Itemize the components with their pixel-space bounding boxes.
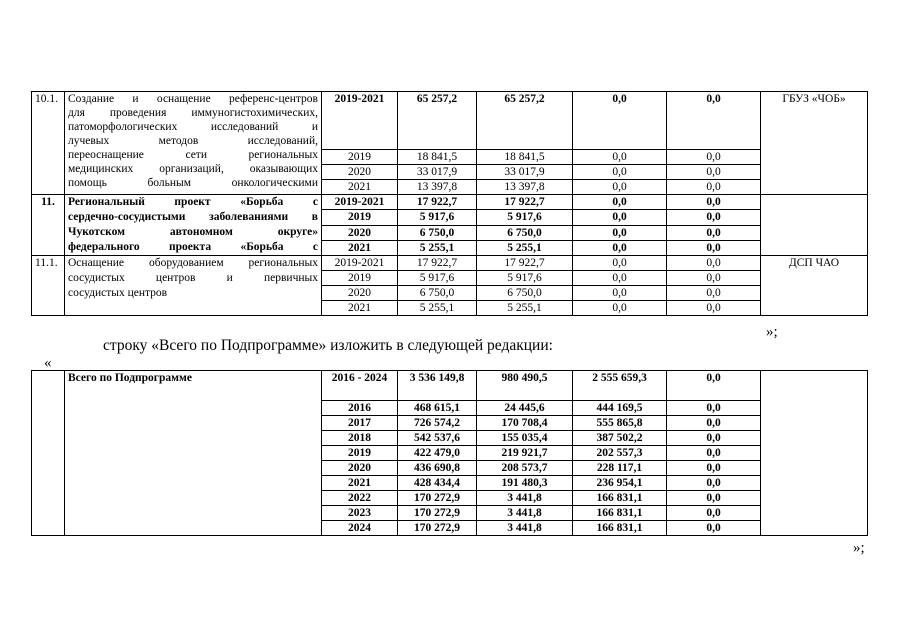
desc-line: сосудистых центров xyxy=(68,287,168,299)
desc-line: патоморфологических исследований и xyxy=(68,121,318,133)
period-cell: 2021 xyxy=(322,476,398,491)
period-cell: 2019 xyxy=(322,210,398,225)
budget-cell: 0,0 xyxy=(667,210,761,225)
budget-cell: 2 555 659,3 xyxy=(573,371,667,401)
budget-cell: 219 921,7 xyxy=(477,446,573,461)
period-cell: 2024 xyxy=(322,521,398,536)
desc-line: федерального проекта «Борьба с xyxy=(68,241,318,253)
budget-cell: 0,0 xyxy=(667,180,761,195)
budget-cell: 0,0 xyxy=(573,210,667,225)
desc-line: Региональный проект «Борьба с xyxy=(68,196,318,208)
table-row xyxy=(32,195,868,210)
budget-cell: 0,0 xyxy=(667,521,761,536)
budget-cell: 0,0 xyxy=(667,195,761,210)
executor-cell xyxy=(761,195,868,256)
row-description xyxy=(65,92,322,195)
period-cell: 2020 xyxy=(322,461,398,476)
budget-cell: 0,0 xyxy=(573,271,667,286)
row-number: 10.1. xyxy=(32,92,65,195)
desc-line: помощь больным онкологическими xyxy=(68,177,318,189)
budget-cell: 65 257,2 xyxy=(477,92,573,150)
budget-cell: 13 397,8 xyxy=(477,180,573,195)
budget-cell: 0,0 xyxy=(667,256,761,271)
budget-cell: 0,0 xyxy=(573,180,667,195)
budget-cell: 3 441,8 xyxy=(477,506,573,521)
budget-cell: 5 917,6 xyxy=(477,271,573,286)
budget-cell: 236 954,1 xyxy=(573,476,667,491)
desc-line: лучевых методов исследований, xyxy=(68,135,318,147)
executor-cell: ГБУЗ «ЧОБ» xyxy=(761,92,868,195)
budget-cell: 17 922,7 xyxy=(477,256,573,271)
total-cell: 468 615,1 xyxy=(398,401,477,416)
period-cell: 2019-2021 xyxy=(322,92,398,150)
budget-cell: 0,0 xyxy=(667,301,761,316)
total-cell: 436 690,8 xyxy=(398,461,477,476)
desc-line: Создание и оснащение референс-центров xyxy=(68,93,318,105)
total-cell: 17 922,7 xyxy=(398,256,477,271)
budget-cell: 5 917,6 xyxy=(477,210,573,225)
budget-cell: 387 502,2 xyxy=(573,431,667,446)
budget-cell: 0,0 xyxy=(667,150,761,165)
budget-cell: 0,0 xyxy=(667,401,761,416)
total-cell: 5 255,1 xyxy=(398,301,477,316)
budget-cell: 0,0 xyxy=(573,165,667,180)
budget-cell: 208 573,7 xyxy=(477,461,573,476)
period-cell: 2019 xyxy=(322,446,398,461)
period-cell: 2021 xyxy=(322,180,398,195)
budget-cell: 155 035,4 xyxy=(477,431,573,446)
budget-cell: 0,0 xyxy=(573,195,667,210)
budget-cell: 24 445,6 xyxy=(477,401,573,416)
budget-cell: 5 255,1 xyxy=(477,301,573,316)
period-cell: 2019-2021 xyxy=(322,256,398,271)
row-number: 11. xyxy=(32,195,65,256)
period-cell: 2021 xyxy=(322,240,398,255)
total-cell: 170 272,9 xyxy=(398,491,477,506)
closing-quote: »; xyxy=(766,324,778,340)
budget-cell: 0,0 xyxy=(573,256,667,271)
budget-cell: 555 865,8 xyxy=(573,416,667,431)
total-cell: 6 750,0 xyxy=(398,286,477,301)
period-cell: 2020 xyxy=(322,286,398,301)
budget-cell: 166 831,1 xyxy=(573,506,667,521)
budget-cell: 33 017,9 xyxy=(477,165,573,180)
budget-cell: 0,0 xyxy=(667,506,761,521)
subprogram-total-table xyxy=(31,370,868,536)
budget-cell: 0,0 xyxy=(667,165,761,180)
total-cell: 726 574,2 xyxy=(398,416,477,431)
desc-line: медицинских организаций, оказывающих xyxy=(68,163,318,175)
row-description xyxy=(65,256,322,316)
budget-cell: 0,0 xyxy=(573,301,667,316)
period-cell: 2021 xyxy=(322,301,398,316)
total-cell: 13 397,8 xyxy=(398,180,477,195)
budget-cell: 6 750,0 xyxy=(477,286,573,301)
period-cell: 2016 - 2024 xyxy=(322,371,398,401)
budget-cell: 0,0 xyxy=(573,240,667,255)
budget-cell: 0,0 xyxy=(667,431,761,446)
desc-line: переоснащение сети региональных xyxy=(68,149,318,161)
desc-line: сердечно-сосудистыми заболеваниями в xyxy=(68,211,318,223)
budget-cell: 0,0 xyxy=(667,240,761,255)
budget-cell: 444 169,5 xyxy=(573,401,667,416)
total-cell: 170 272,9 xyxy=(398,521,477,536)
total-cell: 65 257,2 xyxy=(398,92,477,150)
budget-cell: 202 557,3 xyxy=(573,446,667,461)
budget-cell: 0,0 xyxy=(667,446,761,461)
total-cell: 5 917,6 xyxy=(398,210,477,225)
period-cell: 2022 xyxy=(322,491,398,506)
budget-cell: 17 922,7 xyxy=(477,195,573,210)
executor-cell: ДСП ЧАО xyxy=(761,256,868,316)
row-number: 11.1. xyxy=(32,256,65,316)
budget-cell: 3 441,8 xyxy=(477,491,573,506)
budget-cell: 191 480,3 xyxy=(477,476,573,491)
period-cell: 2020 xyxy=(322,165,398,180)
total-cell: 428 434,4 xyxy=(398,476,477,491)
budget-cell: 166 831,1 xyxy=(573,521,667,536)
budget-cell: 0,0 xyxy=(667,461,761,476)
period-cell: 2020 xyxy=(322,225,398,240)
budget-cell: 980 490,5 xyxy=(477,371,573,401)
budget-cell: 0,0 xyxy=(667,371,761,401)
period-cell: 2018 xyxy=(322,431,398,446)
total-cell: 3 536 149,8 xyxy=(398,371,477,401)
table-row xyxy=(32,92,868,150)
closing-quote: »; xyxy=(853,540,865,556)
row-number xyxy=(32,371,65,536)
row-description xyxy=(65,195,322,256)
program-table-fragment xyxy=(31,91,868,316)
total-cell: 6 750,0 xyxy=(398,225,477,240)
budget-cell: 18 841,5 xyxy=(477,150,573,165)
budget-cell: 0,0 xyxy=(667,92,761,150)
budget-cell: 166 831,1 xyxy=(573,491,667,506)
budget-cell: 0,0 xyxy=(667,476,761,491)
opening-quote: « xyxy=(44,355,52,371)
total-cell: 170 272,9 xyxy=(398,506,477,521)
period-cell: 2019 xyxy=(322,150,398,165)
budget-cell: 0,0 xyxy=(667,286,761,301)
budget-cell: 228 117,1 xyxy=(573,461,667,476)
table-row xyxy=(32,371,868,401)
row-title: Всего по Подпрограмме xyxy=(65,371,322,536)
budget-cell: 0,0 xyxy=(573,225,667,240)
table-row xyxy=(32,256,868,271)
period-cell: 2019-2021 xyxy=(322,195,398,210)
budget-cell: 0,0 xyxy=(667,491,761,506)
budget-cell: 0,0 xyxy=(667,271,761,286)
total-cell: 18 841,5 xyxy=(398,150,477,165)
budget-cell: 6 750,0 xyxy=(477,225,573,240)
total-cell: 422 479,0 xyxy=(398,446,477,461)
total-cell: 5 255,1 xyxy=(398,240,477,255)
period-cell: 2016 xyxy=(322,401,398,416)
budget-cell: 5 255,1 xyxy=(477,240,573,255)
period-cell: 2017 xyxy=(322,416,398,431)
desc-line: Чукотском автономном округе» xyxy=(68,226,318,238)
desc-line: сосудистых центров и первичных xyxy=(68,272,318,284)
instruction-text: строку «Всего по Подпрограмме» изложить в следующей редакции: xyxy=(103,337,553,354)
budget-cell: 3 441,8 xyxy=(477,521,573,536)
desc-line: для проведения иммуногистохимических, xyxy=(68,107,318,119)
budget-cell: 0,0 xyxy=(667,416,761,431)
desc-line: Оснащение оборудованием региональных xyxy=(68,257,318,269)
period-cell: 2019 xyxy=(322,271,398,286)
budget-cell: 0,0 xyxy=(573,92,667,150)
total-cell: 5 917,6 xyxy=(398,271,477,286)
period-cell: 2023 xyxy=(322,506,398,521)
total-cell: 17 922,7 xyxy=(398,195,477,210)
total-cell: 542 537,6 xyxy=(398,431,477,446)
total-cell: 33 017,9 xyxy=(398,165,477,180)
budget-cell: 170 708,4 xyxy=(477,416,573,431)
budget-cell: 0,0 xyxy=(667,225,761,240)
budget-cell: 0,0 xyxy=(573,150,667,165)
executor-cell xyxy=(761,371,868,536)
budget-cell: 0,0 xyxy=(573,286,667,301)
